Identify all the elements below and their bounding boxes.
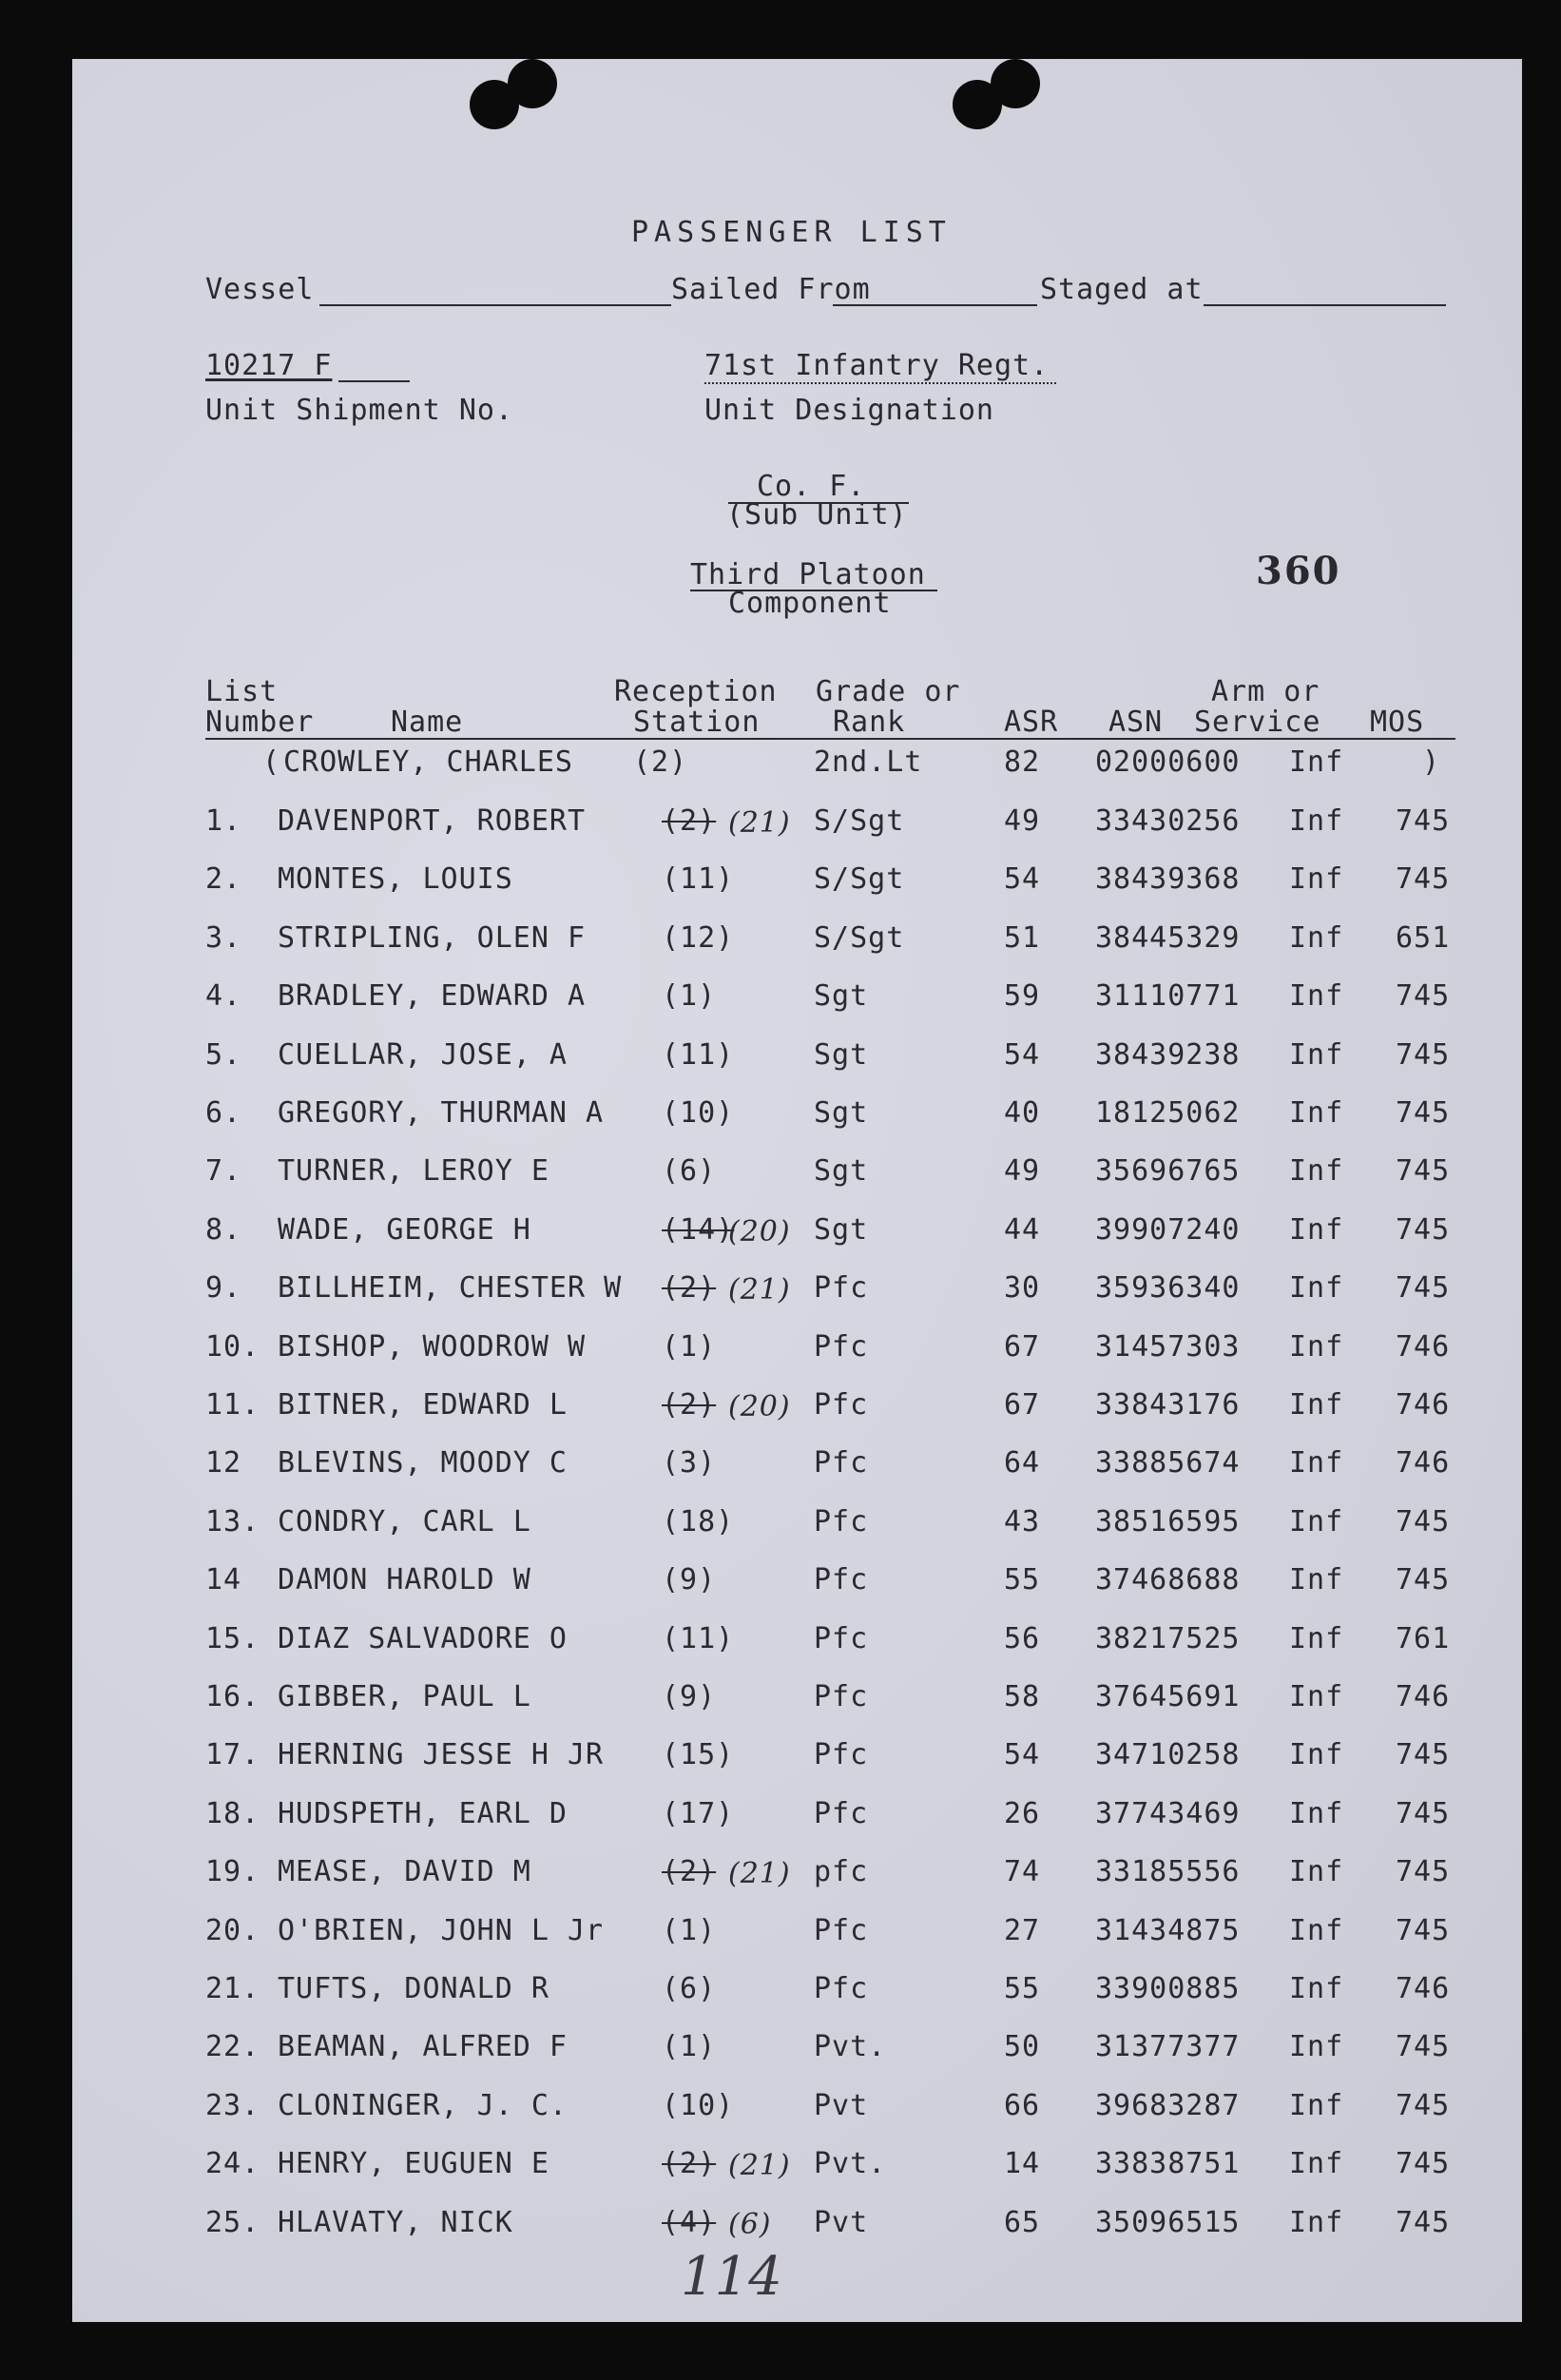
row-asn: 31110771 [1095,979,1241,1014]
row-grade: Pfc [814,1446,869,1480]
row-number: 7. [205,1154,242,1189]
row-mos: 745 [1396,1037,1451,1072]
row-grade: pfc [814,1855,869,1889]
row-asr: 65 [1004,2205,1041,2239]
row-name: BITNER, EDWARD L [278,1388,568,1422]
table-row [72,1972,1522,2020]
row-grade: Sgt [814,979,869,1014]
row-asn: 35936340 [1095,1271,1241,1306]
row-asn: 33430256 [1095,804,1241,838]
row-name: WADE, GEORGE H [278,1212,531,1247]
row-reception: (6) [662,1972,717,2005]
vessel-label: Vessel [205,273,315,306]
col-arm-line2: Service [1194,706,1321,739]
staged-at-blank [1204,304,1446,306]
row-grade: Sgt [814,1212,869,1247]
row-number: 1. [205,804,242,838]
row-grade: Pfc [814,1796,869,1830]
row-asr: 74 [1004,1855,1041,1889]
table-row [72,1096,1522,1144]
col-list-number-line2: Number [205,706,315,739]
row-reception: (9) [662,1563,717,1597]
row-grade: Pfc [814,1738,869,1772]
table-row [72,1797,1522,1845]
row-arm: Inf [1289,1388,1344,1422]
row-mos: 745 [1396,804,1451,838]
officer-row [72,745,1522,793]
row-name: GREGORY, THURMAN A [278,1096,605,1130]
row-arm: Inf [1289,1037,1344,1072]
row-reception-handwritten: (21) [728,806,791,840]
row-arm: Inf [1289,1621,1344,1655]
row-reception-handwritten: (6) [728,2207,772,2241]
unit-designation-label: Unit Designation [704,394,994,427]
row-mos: 745 [1396,1855,1451,1889]
row-arm: Inf [1289,862,1344,897]
row-name: TURNER, LEROY E [278,1154,549,1189]
row-asr: 54 [1004,862,1041,897]
row-reception: (15) [662,1738,735,1772]
row-arm: Inf [1289,1738,1344,1772]
row-mos: 746 [1396,1972,1451,2005]
row-reception: (14) [662,1212,735,1247]
row-reception-handwritten: (20) [728,1214,791,1248]
row-arm: Inf [1289,1446,1344,1480]
col-grade-line2: Rank [833,706,906,739]
row-asn: 33900885 [1095,1972,1241,2005]
row-number: 15. [205,1621,260,1655]
officer-close-paren: ) [1422,745,1441,779]
row-asn: 37743469 [1095,1796,1241,1830]
row-reception: (11) [662,1037,735,1072]
col-asr: ASR [1004,706,1059,739]
unit-designation-value: 71st Infantry Regt. [704,349,1050,382]
row-reception: (6) [662,1154,717,1189]
row-asr: 55 [1004,1972,1041,2005]
row-mos: 651 [1396,920,1451,955]
row-asr: 55 [1004,1563,1041,1597]
table-row [72,2089,1522,2137]
table-row [72,921,1522,969]
row-asr: 56 [1004,1621,1041,1655]
row-number: 13. [205,1504,260,1538]
row-mos: 761 [1396,1621,1451,1655]
row-asr: 14 [1004,2147,1041,2181]
row-number: 6. [205,1096,242,1130]
row-reception: (1) [662,2030,717,2064]
row-number: 10. [205,1329,260,1364]
row-grade: Pvt. [814,2030,887,2064]
row-mos: 745 [1396,2147,1451,2181]
row-asn: 35096515 [1095,2205,1241,2239]
row-arm: Inf [1289,1504,1344,1538]
row-asr: 27 [1004,1913,1041,1947]
row-arm: Inf [1289,1913,1344,1947]
row-asn: 38439238 [1095,1037,1241,1072]
row-asn: 31434875 [1095,1913,1241,1947]
col-name: Name [391,706,464,739]
row-mos: 745 [1396,2088,1451,2122]
row-name: BLEVINS, MOODY C [278,1446,568,1480]
row-number: 16. [205,1680,260,1713]
row-arm: Inf [1289,1563,1344,1597]
row-asr: 40 [1004,1096,1041,1130]
sailed-from-blank [833,304,1037,306]
row-asr: 49 [1004,804,1041,838]
officer-asn: 02000600 [1095,745,1241,779]
row-asn: 35696765 [1095,1154,1241,1189]
row-arm: Inf [1289,1271,1344,1306]
row-reception: (11) [662,862,735,897]
row-asr: 58 [1004,1680,1041,1713]
row-grade: Pvt [814,2088,869,2122]
row-reception: (9) [662,1680,717,1713]
table-row [72,1038,1522,1086]
col-list-number-line1: List [205,675,279,708]
row-number: 11. [205,1388,260,1422]
row-number: 25. [205,2205,260,2239]
punch-hole [508,59,557,108]
row-number: 18. [205,1796,260,1830]
document-sheet [72,59,1522,2322]
row-number: 2. [205,862,242,897]
row-asn: 33885674 [1095,1446,1241,1480]
row-name: CONDRY, CARL L [278,1504,531,1538]
row-reception: (2) [662,1271,717,1306]
officer-arm: Inf [1289,745,1344,779]
row-arm: Inf [1289,2147,1344,2181]
row-asr: 26 [1004,1796,1041,1830]
row-reception-handwritten: (21) [728,1857,791,1891]
component-value: Third Platoon [690,558,926,591]
row-arm: Inf [1289,1972,1344,2005]
row-name: DAMON HAROLD W [278,1563,531,1597]
row-name: STRIPLING, OLEN F [278,920,587,955]
unit-designation-underline [704,382,1056,384]
row-mos: 745 [1396,1913,1451,1947]
table-row [72,862,1522,910]
row-asn: 34710258 [1095,1738,1241,1772]
table-row [72,979,1522,1027]
row-reception: (1) [662,1913,717,1947]
row-asn: 33185556 [1095,1855,1241,1889]
row-arm: Inf [1289,1096,1344,1130]
row-asn: 38439368 [1095,862,1241,897]
table-row [72,1388,1522,1436]
row-arm: Inf [1289,2205,1344,2239]
row-mos: 745 [1396,1738,1451,1772]
officer-reception: (2) [633,745,688,779]
table-row [72,2206,1522,2254]
table-row [72,1213,1522,1261]
row-arm: Inf [1289,804,1344,838]
row-name: CLONINGER, J. C. [278,2088,568,2122]
row-name: DIAZ SALVADORE O [278,1621,568,1655]
unit-shipment-no-label: Unit Shipment No. [205,394,514,427]
row-grade: Pfc [814,1329,869,1364]
row-asr: 66 [1004,2088,1041,2122]
sub-unit-label: (Sub Unit) [726,498,908,532]
col-reception-line2: Station [633,706,761,739]
row-name: HUDSPETH, EARL D [278,1796,568,1830]
table-row [72,1738,1522,1786]
row-grade: Pfc [814,1621,869,1655]
unit-shipment-no-value: 10217 F [205,349,333,382]
header-underline [205,738,1455,740]
document-title: PASSENGER LIST [631,216,952,249]
row-asn: 38445329 [1095,920,1241,955]
row-grade: Sgt [814,1037,869,1072]
table-row [72,1330,1522,1378]
row-number: 23. [205,2088,260,2122]
row-grade: S/Sgt [814,920,905,955]
staged-at-label: Staged at [1040,273,1204,306]
row-arm: Inf [1289,979,1344,1014]
row-grade: Pfc [814,1504,869,1538]
row-reception: (4) [662,2205,717,2239]
row-asn: 31377377 [1095,2030,1241,2064]
vessel-blank [319,304,671,306]
row-number: 14 [205,1563,242,1597]
row-asn: 37468688 [1095,1563,1241,1597]
row-name: GIBBER, PAUL L [278,1680,531,1713]
table-row [72,1563,1522,1611]
row-mos: 745 [1396,2030,1451,2064]
row-name: HENRY, EUGUEN E [278,2147,549,2181]
row-asn: 37645691 [1095,1680,1241,1713]
row-number: 5. [205,1037,242,1072]
unit-shipment-blank [338,380,410,382]
row-name: BEAMAN, ALFRED F [278,2030,568,2064]
row-mos: 746 [1396,1388,1451,1422]
row-number: 3. [205,920,242,955]
row-grade: Pfc [814,1388,869,1422]
row-name: CUELLAR, JOSE, A [278,1037,568,1072]
row-grade: Pfc [814,1680,869,1713]
row-asr: 30 [1004,1271,1041,1306]
col-asn: ASN [1108,706,1164,739]
table-row [72,1446,1522,1494]
row-reception: (2) [662,1388,717,1422]
row-arm: Inf [1289,1855,1344,1889]
row-grade: Pvt. [814,2147,887,2181]
row-reception: (12) [662,920,735,955]
row-name: BISHOP, WOODROW W [278,1329,587,1364]
row-reception-handwritten: (20) [728,1390,791,1423]
row-number: 9. [205,1271,242,1306]
row-arm: Inf [1289,1329,1344,1364]
row-number: 21. [205,1972,260,2005]
row-asn: 39907240 [1095,1212,1241,1247]
row-reception: (2) [662,2147,717,2181]
row-number: 22. [205,2030,260,2064]
sailed-from-label: Sailed From [671,273,871,306]
row-asn: 38217525 [1095,1621,1241,1655]
row-name: BILLHEIM, CHESTER W [278,1271,623,1306]
row-grade: S/Sgt [814,804,905,838]
row-arm: Inf [1289,1154,1344,1189]
row-asn: 39683287 [1095,2088,1241,2122]
row-number: 17. [205,1738,260,1772]
row-mos: 745 [1396,1563,1451,1597]
row-mos: 745 [1396,979,1451,1014]
officer-open-paren: ( [262,745,281,779]
punch-hole [991,59,1040,108]
row-asn: 33843176 [1095,1388,1241,1422]
row-mos: 745 [1396,1154,1451,1189]
row-arm: Inf [1289,2030,1344,2064]
row-reception: (1) [662,1329,717,1364]
row-reception: (2) [662,1855,717,1889]
table-row [72,1855,1522,1903]
component-label: Component [728,587,892,620]
row-asn: 38516595 [1095,1504,1241,1538]
table-row [72,1914,1522,1962]
officer-name: CROWLEY, CHARLES [283,745,573,779]
row-reception: (2) [662,804,717,838]
row-mos: 745 [1396,1796,1451,1830]
col-arm-line1: Arm or [1211,675,1320,708]
row-asr: 44 [1004,1212,1041,1247]
row-number: 24. [205,2147,260,2181]
row-mos: 745 [1396,862,1451,897]
row-mos: 745 [1396,1096,1451,1130]
row-number: 4. [205,979,242,1014]
row-reception: (11) [662,1621,735,1655]
row-reception: (10) [662,2088,735,2122]
row-name: O'BRIEN, JOHN L Jr [278,1913,605,1947]
row-grade: Pfc [814,1563,869,1597]
table-row [72,1622,1522,1670]
row-asn: 31457303 [1095,1329,1241,1364]
row-mos: 745 [1396,1504,1451,1538]
row-asr: 49 [1004,1154,1041,1189]
row-name: HLAVATY, NICK [278,2205,513,2239]
row-reception: (10) [662,1096,735,1130]
row-number: 12 [205,1446,242,1480]
page-number-handwritten: 114 [681,2246,782,2308]
row-asr: 50 [1004,2030,1041,2064]
table-row [72,2030,1522,2078]
row-arm: Inf [1289,2088,1344,2122]
row-asr: 43 [1004,1504,1041,1538]
col-mos: MOS [1370,706,1425,739]
row-asr: 54 [1004,1738,1041,1772]
row-number: 8. [205,1212,242,1247]
row-asr: 64 [1004,1446,1041,1480]
row-mos: 745 [1396,1271,1451,1306]
row-number: 19. [205,1855,260,1889]
table-row [72,1271,1522,1319]
row-mos: 746 [1396,1329,1451,1364]
col-grade-line1: Grade or [816,675,961,708]
row-asn: 33838751 [1095,2147,1241,2181]
table-row [72,1680,1522,1728]
table-row [72,1154,1522,1202]
row-reception: (3) [662,1446,717,1480]
row-asn: 18125062 [1095,1096,1241,1130]
row-grade: S/Sgt [814,862,905,897]
row-name: BRADLEY, EDWARD A [278,979,587,1014]
row-asr: 59 [1004,979,1041,1014]
row-reception: (17) [662,1796,735,1830]
row-grade: Pvt [814,2205,869,2239]
row-arm: Inf [1289,1796,1344,1830]
row-grade: Pfc [814,1972,869,2005]
row-grade: Pfc [814,1913,869,1947]
row-arm: Inf [1289,920,1344,955]
row-reception: (18) [662,1504,735,1538]
row-reception-handwritten: (21) [728,1273,791,1307]
row-name: TUFTS, DONALD R [278,1972,549,2005]
row-arm: Inf [1289,1680,1344,1713]
row-grade: Pfc [814,1271,869,1306]
row-arm: Inf [1289,1212,1344,1247]
row-name: MONTES, LOUIS [278,862,513,897]
row-grade: Sgt [814,1154,869,1189]
row-mos: 745 [1396,2205,1451,2239]
table-row [72,2147,1522,2195]
count-number: 360 [1256,549,1341,593]
row-asr: 51 [1004,920,1041,955]
table-row [72,804,1522,852]
row-asr: 67 [1004,1388,1041,1422]
officer-asr: 82 [1004,745,1041,779]
table-row [72,1505,1522,1553]
row-mos: 746 [1396,1446,1451,1480]
row-asr: 54 [1004,1037,1041,1072]
col-reception-line1: Reception [614,675,778,708]
row-grade: Sgt [814,1096,869,1130]
row-name: HERNING JESSE H JR [278,1738,605,1772]
row-reception: (1) [662,979,717,1014]
row-number: 20. [205,1913,260,1947]
row-mos: 745 [1396,1212,1451,1247]
row-name: DAVENPORT, ROBERT [278,804,587,838]
row-name: MEASE, DAVID M [278,1855,531,1889]
sub-unit-value: Co. F. [757,470,866,503]
officer-grade: 2nd.Lt [814,745,923,779]
row-reception-handwritten: (21) [728,2149,791,2183]
row-asr: 67 [1004,1329,1041,1364]
row-mos: 746 [1396,1680,1451,1713]
